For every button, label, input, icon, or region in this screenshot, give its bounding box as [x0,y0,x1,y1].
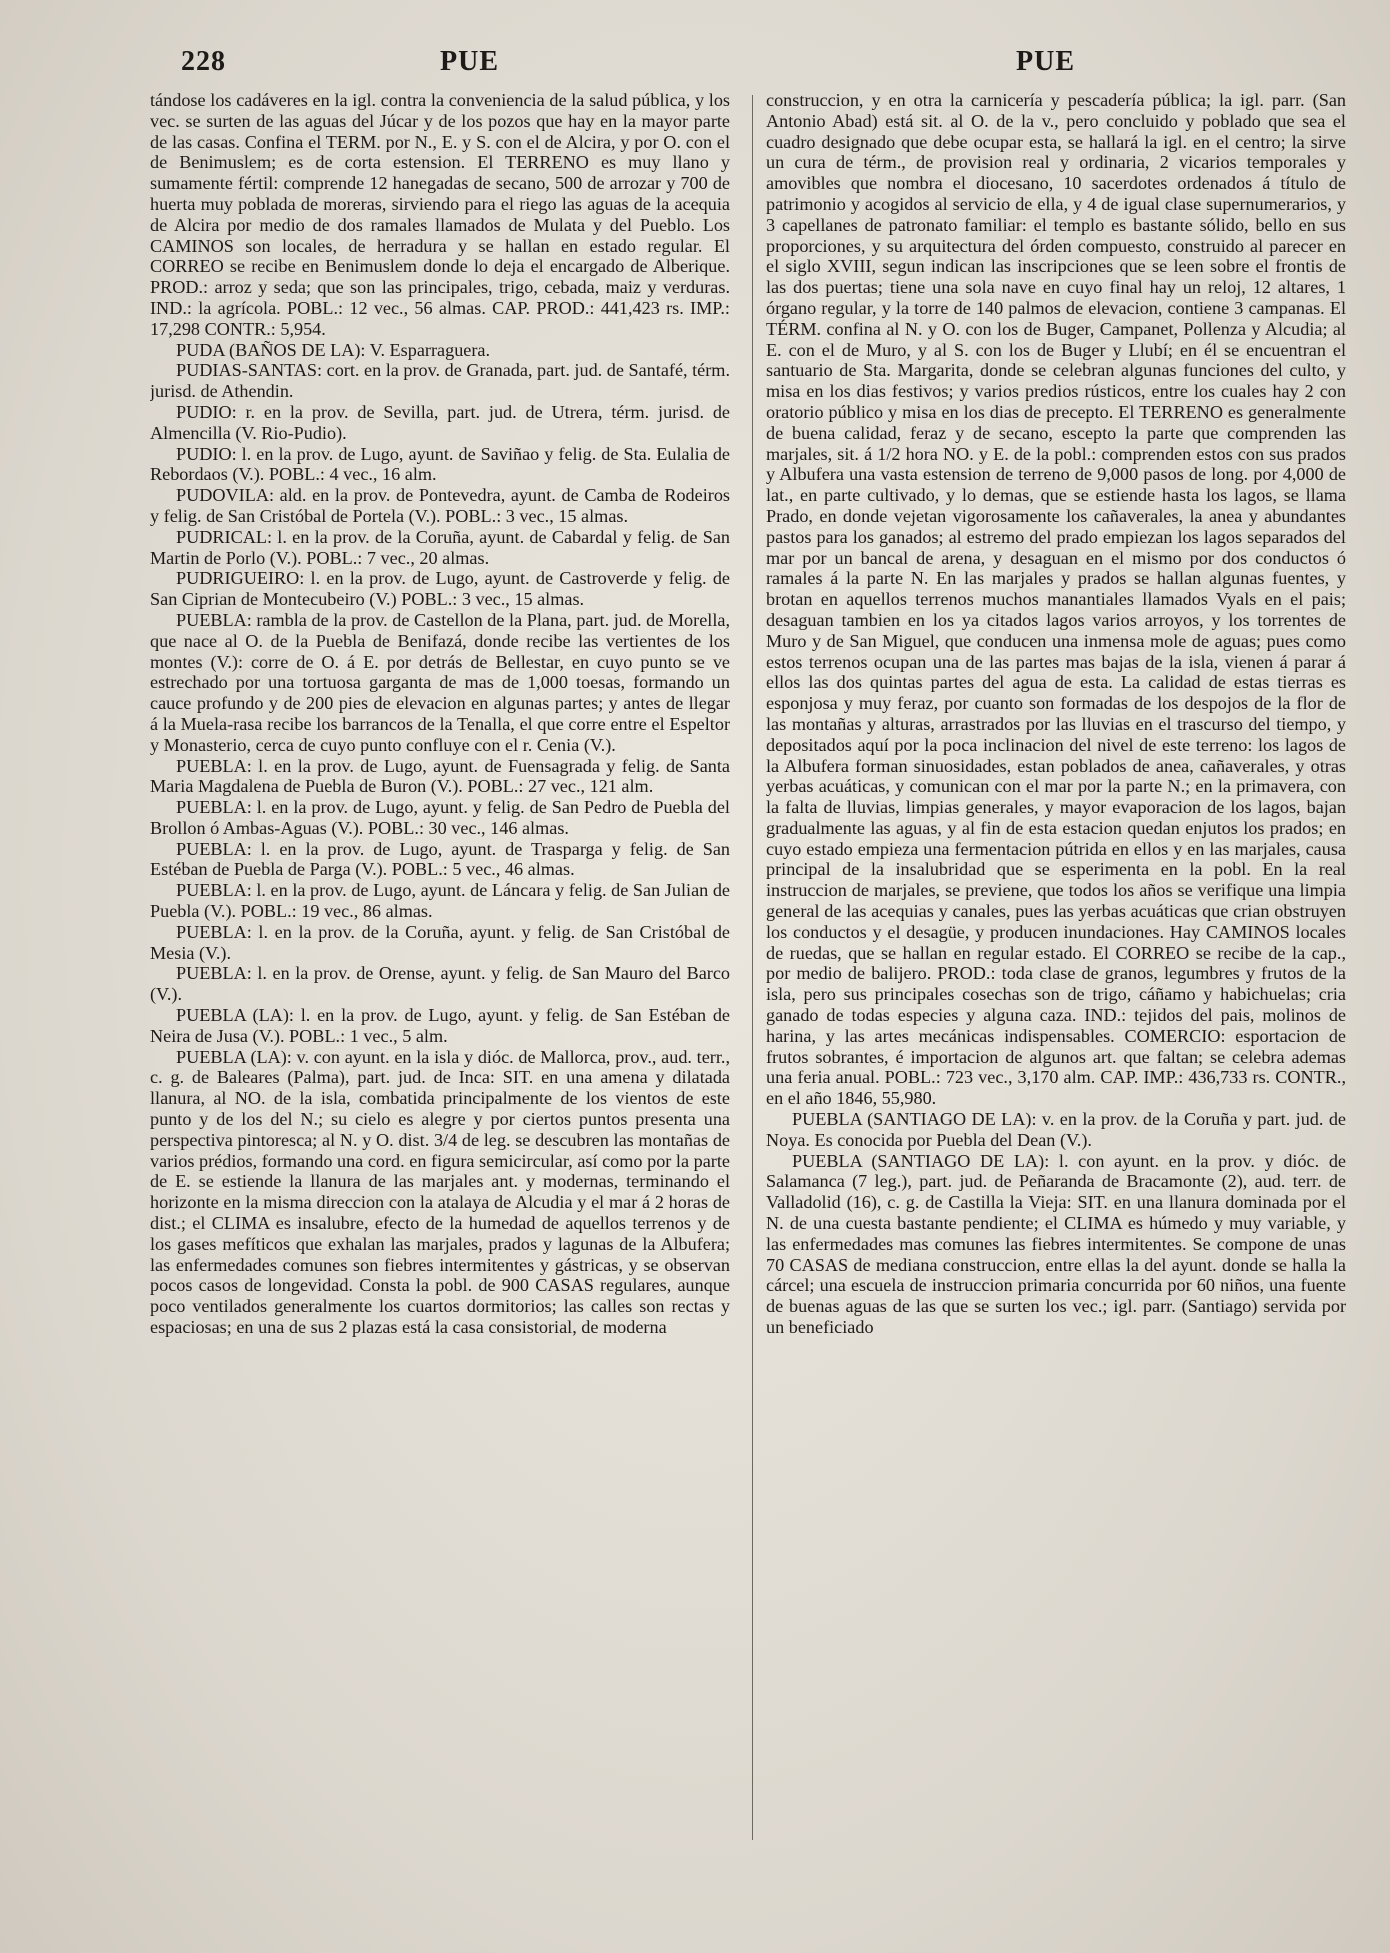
entry-paragraph: PUDRIGUEIRO: l. en la prov. de Lugo, ayunt. de Castroverde y felig. de San Ciprian de Montecubeiro (V.) POBL.: 3 vec., 15 almas. [150,568,730,610]
entry-paragraph: PUEBLA: l. en la prov. de Lugo, ayunt. de Trasparga y felig. de San Estéban de Puebla de Parga (V.). POBL.: 5 vec., 46 almas. [150,838,730,880]
entry-paragraph: PUEBLA (LA): v. con ayunt. en la isla y dióc. de Mallorca, prov., aud. terr., c. g. de Baleares (Palma), part. jud. de Inca: SIT. en una amena y dilatada llanura, al NO. de la isla, combatida principalmente de los vientos de este punto y de los del N.; su cielo es alegre y por ciertos puntos presenta una perspectiva pintoresca; al N. y O. dist. 3/4 de leg. se descubren las montañas de varios prédios, formando una cord. en figura semicircular, así como por la parte de E. se estiende la llanura de las marjales ant. y modernas, terminando el horizonte en la misma direccion con la atalaya de Alcudia y el mar á 2 horas de dist.; el CLIMA es insalubre, efecto de la humedad de aquellos terrenos y de los gases mefíticos que exhalan las marjales, prados y lagunas de la Albufera; las enfermedades comunes son fiebres intermitentes y gástricas, y se observan pocos casos de longevidad. Consta la pobl. de 900 CASAS regulares, aunque poco ventilados generalmente los cuartos dormitorios; las calles son rectas y espaciosas; en una de sus 2 plazas está la casa consistorial, de moderna [150,1046,730,1338]
running-head-right: PUE [1016,46,1075,77]
entry-paragraph: PUEBLA: rambla de la prov. de Castellon de la Plana, part. jud. de Morella, que nace al O. de la Puebla de Benifazá, donde recibe las vertientes de los montes (V.): corre de O. á E. por detrás de Bellestar, en cuyo punto se ve estrechado por una tortuosa garganta de mas de 1,000 toesas, formando un cauce profundo y de 200 pies de elevacion en algunas partes; y antes de llegar á la Muela-rasa recibe los barrancos de la Tenalla, el que corre entre el Espeltor y Monasterio, cerca de cuyo punto confluye con el r. Cenia (V.). [150,609,730,755]
entry-paragraph: PUEBLA: l. en la prov. de la Coruña, ayunt. y felig. de San Cristóbal de Mesia (V.). [150,921,730,963]
entry-paragraph: PUEBLA: l. en la prov. de Lugo, ayunt. de Láncara y felig. de San Julian de Puebla (V.). POBL.: 19 vec., 86 almas. [150,880,730,922]
left-column [150,90,730,1840]
entry-paragraph: PUEBLA: l. en la prov. de Orense, ayunt. y felig. de San Mauro del Barco (V.). [150,963,730,1005]
entry-paragraph: PUEBLA: l. en la prov. de Lugo, ayunt. de Fuensagrada y felig. de Santa Maria Magdalena de Puebla de Buron (V.). POBL.: 27 vec., 121 alm. [150,755,730,797]
entry-paragraph: PUEBLA (SANTIAGO DE LA): l. con ayunt. en la prov. y dióc. de Salamanca (7 leg.), part. jud. de Peñaranda de Bracamonte (2), aud. terr. de Valladolid (16), c. g. de Castilla la Vieja: SIT. en una llanura dominada por el N. de una cuesta bastante pendiente; el CLIMA es húmedo y muy variable, y las enfermedades mas comunes las fiebres intermitentes. Se compone de unas 70 CASAS de mediana construccion, entre ellas la del ayunt. donde se halla la cárcel; una escuela de instruccion primaria concurrida por 60 niños, una fuente de buenas aguas de las que se surten los vec.; igl. parr. (Santiago) servida por un beneficiado [766,1150,1346,1338]
entry-paragraph: PUDIO: r. en la prov. de Sevilla, part. jud. de Utrera, térm. jurisd. de Almencilla (V. Rio-Pudio). [150,401,730,443]
column-divider [752,95,753,1840]
entry-paragraph: PUEBLA: l. en la prov. de Lugo, ayunt. y felig. de San Pedro de Puebla del Brollon ó Ambas-Aguas (V.). POBL.: 30 vec., 146 almas. [150,797,730,838]
entry-paragraph: PUDIAS-SANTAS: cort. en la prov. de Granada, part. jud. de Santafé, térm. jurisd. de Athendin. [150,360,730,402]
entry-paragraph: PUDOVILA: ald. en la prov. de Pontevedra, ayunt. de Camba de Rodeiros y felig. de San Cristóbal de Portela (V.). POBL.: 3 vec., 15 almas. [150,485,730,526]
entry-paragraph: tándose los cadáveres en la igl. contra la conveniencia de la salud pública, y los vec. se surten de las aguas del Júcar y de los pozos que hay en la mayor parte de las casas. Confina el TERM. por N., E. y S. con el de Alcira, y por O. con el de Benimuslem; es de corta estension. El TERRENO es muy llano y sumamente fértil: comprende 12 hanegadas de secano, 500 de arrozar y 700 de huerta muy poblada de moreras, sirviendo para el riego las aguas de la acequia de Alcira por medio de dos ramales llamados de Mulata y del Pueblo. Los CAMINOS son locales, de herradura y se hallan en estado regular. El CORREO se recibe en Benimuslem donde lo deja el encargado de Alberique. PROD.: arroz y seda; que son las principales, trigo, cebada, maiz y verduras. IND.: la agrícola. POBL.: 12 vec., 56 almas. CAP. PROD.: 441,423 rs. IMP.: 17,298 CONTR.: 5,954. [150,90,730,339]
running-head-left: PUE [440,46,499,77]
entry-paragraph: construccion, y en otra la carnicería y pescadería pública; la igl. parr. (San Antonio Abad) está sit. al O. de la v., pero concluido y poblado que sea el cuadro designado que debe ocupar esta, se hallará la igl. en el centro; la sirve un cura de térm., de provision real y ordinaria, 2 vicarios temporales y amovibles que nombra el diocesano, 10 sacerdotes ordenados á título de patrimonio y acogidos al servicio de ella, y 4 de igual clase supernumerarios, y 3 capellanes de patronato familiar: el templo es bastante sólido, bello en sus proporciones, y su arquitectura del órden compuesto, construido al parecer en el siglo XVIII, segun indican las inscripciones que se leen sobre el frontis de las dos puertas; tiene una sola nave en cuyo final hay un reloj, 12 altares, 1 órgano regular, y la torre de 140 palmos de elevacion, contiene 3 campanas. El TÉRM. confina al N. y O. con los de Buger, Campanet, Pollenza y Alcudia; al E. con el de Muro, y al S. con los de Buger y Llubí; en él se encuentran el santuario de Sta. Margarita, donde se celebran algunas funciones del culto, y misa en los dias festivos; y varios predios rústicos, entre los cuales hay 2 con oratorio público y misa en los dias de precepto. El TERRENO es generalmente de buena calidad, feraz y de secano, escepto la parte que comprenden las marjales, sit. á 1/2 hora NO. y E. de la pobl.: comprenden estos con sus prados y Albufera una vasta estension de terreno de 9,000 pasos de long. por 4,000 de lat., en parte cultivado, y lo demas, que se estiende hasta los lagos, se llama Prado, en donde vejetan vigorosamente los cañaverales, la anea y abundantes pastos para los ganados; al estremo del prado empiezan los lagos separados del mar por un bancal de arena, y desaguan en el mismo por dos conductos ó ramales á la parte N. En las marjales y prados se hallan algunas fuentes, y brotan en aquellos terrenos muchos manantiales llamados Vyals en el pais; desaguan tambien en los ya citados lagos varios arroyos, y los torrentes de Muro y de San Miguel, que conducen una inmensa mole de aguas; pues como estos terrenos ocupan una de las partes mas bajas de la isla, vienen á parar á ellos las dos quintas partes del agua de esta. La calidad de estas tierras es esponjosa y muy feraz, por cuanto son formadas de los despojos de la flor de las montañas y alturas, arrastrados por las lluvias en el trascurso del tiempo, y depositados aquí por la poca inclinacion del nivel de este terreno: los lagos de la Albufera forman sinuosidades, estan poblados de anea, cañaverales, y otras yerbas acuáticas, y comunican con el mar por la parte N.; en la primavera, con la falta de lluvias, limpias generales, y mayor evaporacion de los lagos, bajan gradualmente las aguas, y al fin de esta estacion quedan enjutos los prados; en cuyo estado empieza una fermentacion pútrida en ellos y en las marjales, causa principal de la insalubridad que se esperimenta en la pobl. En la real instruccion de marjales, se previene, que todos los años se verifique una limpia general de las acequias y canales, pues las yerbas acuáticas que crian obstruyen los conductos y el desagüe, y producen inundaciones. Hay CAMINOS locales de ruedas, que se hallan en regular estado. El CORREO se recibe de la cap., por medio de balijero. PROD.: toda clase de granos, legumbres y frutos de la isla, pero sus principales cosechas son de trigo, cáñamo y habichuelas; cria ganado de todas especies y alguna caza. IND.: tejidos del pais, molinos de harina, y las artes mecánicas indispensables. COMERCIO: esportacion de frutos sobrantes, é importacion de algunos art. que faltan; se celebra ademas una feria anual. POBL.: 723 vec., 3,170 alm. CAP. IMP.: 436,733 rs. CONTR., en el año 1846, 55,980. [766,90,1346,1109]
entry-paragraph: PUDA (BAÑOS DE LA): V. Esparraguera. [176,339,491,360]
right-column [766,90,1346,1840]
entry-paragraph: PUDIO: l. en la prov. de Lugo, ayunt. de Saviñao y felig. de Sta. Eulalia de Rebordaos (V.). POBL.: 4 vec., 16 alm. [150,443,730,485]
entry-paragraph: PUEBLA (LA): l. en la prov. de Lugo, ayunt. y felig. de San Estéban de Neira de Jusa (V.). POBL.: 1 vec., 5 alm. [150,1005,730,1046]
entry-paragraph: PUEBLA (SANTIAGO DE LA): v. en la prov. de la Coruña y part. jud. de Noya. Es conocida por Puebla del Dean (V.). [766,1109,1346,1150]
entry-paragraph: PUDRICAL: l. en la prov. de la Coruña, ayunt. de Cabardal y felig. de San Martin de Porlo (V.). POBL.: 7 vec., 20 almas. [150,526,730,568]
page-number: 228 [181,46,226,77]
